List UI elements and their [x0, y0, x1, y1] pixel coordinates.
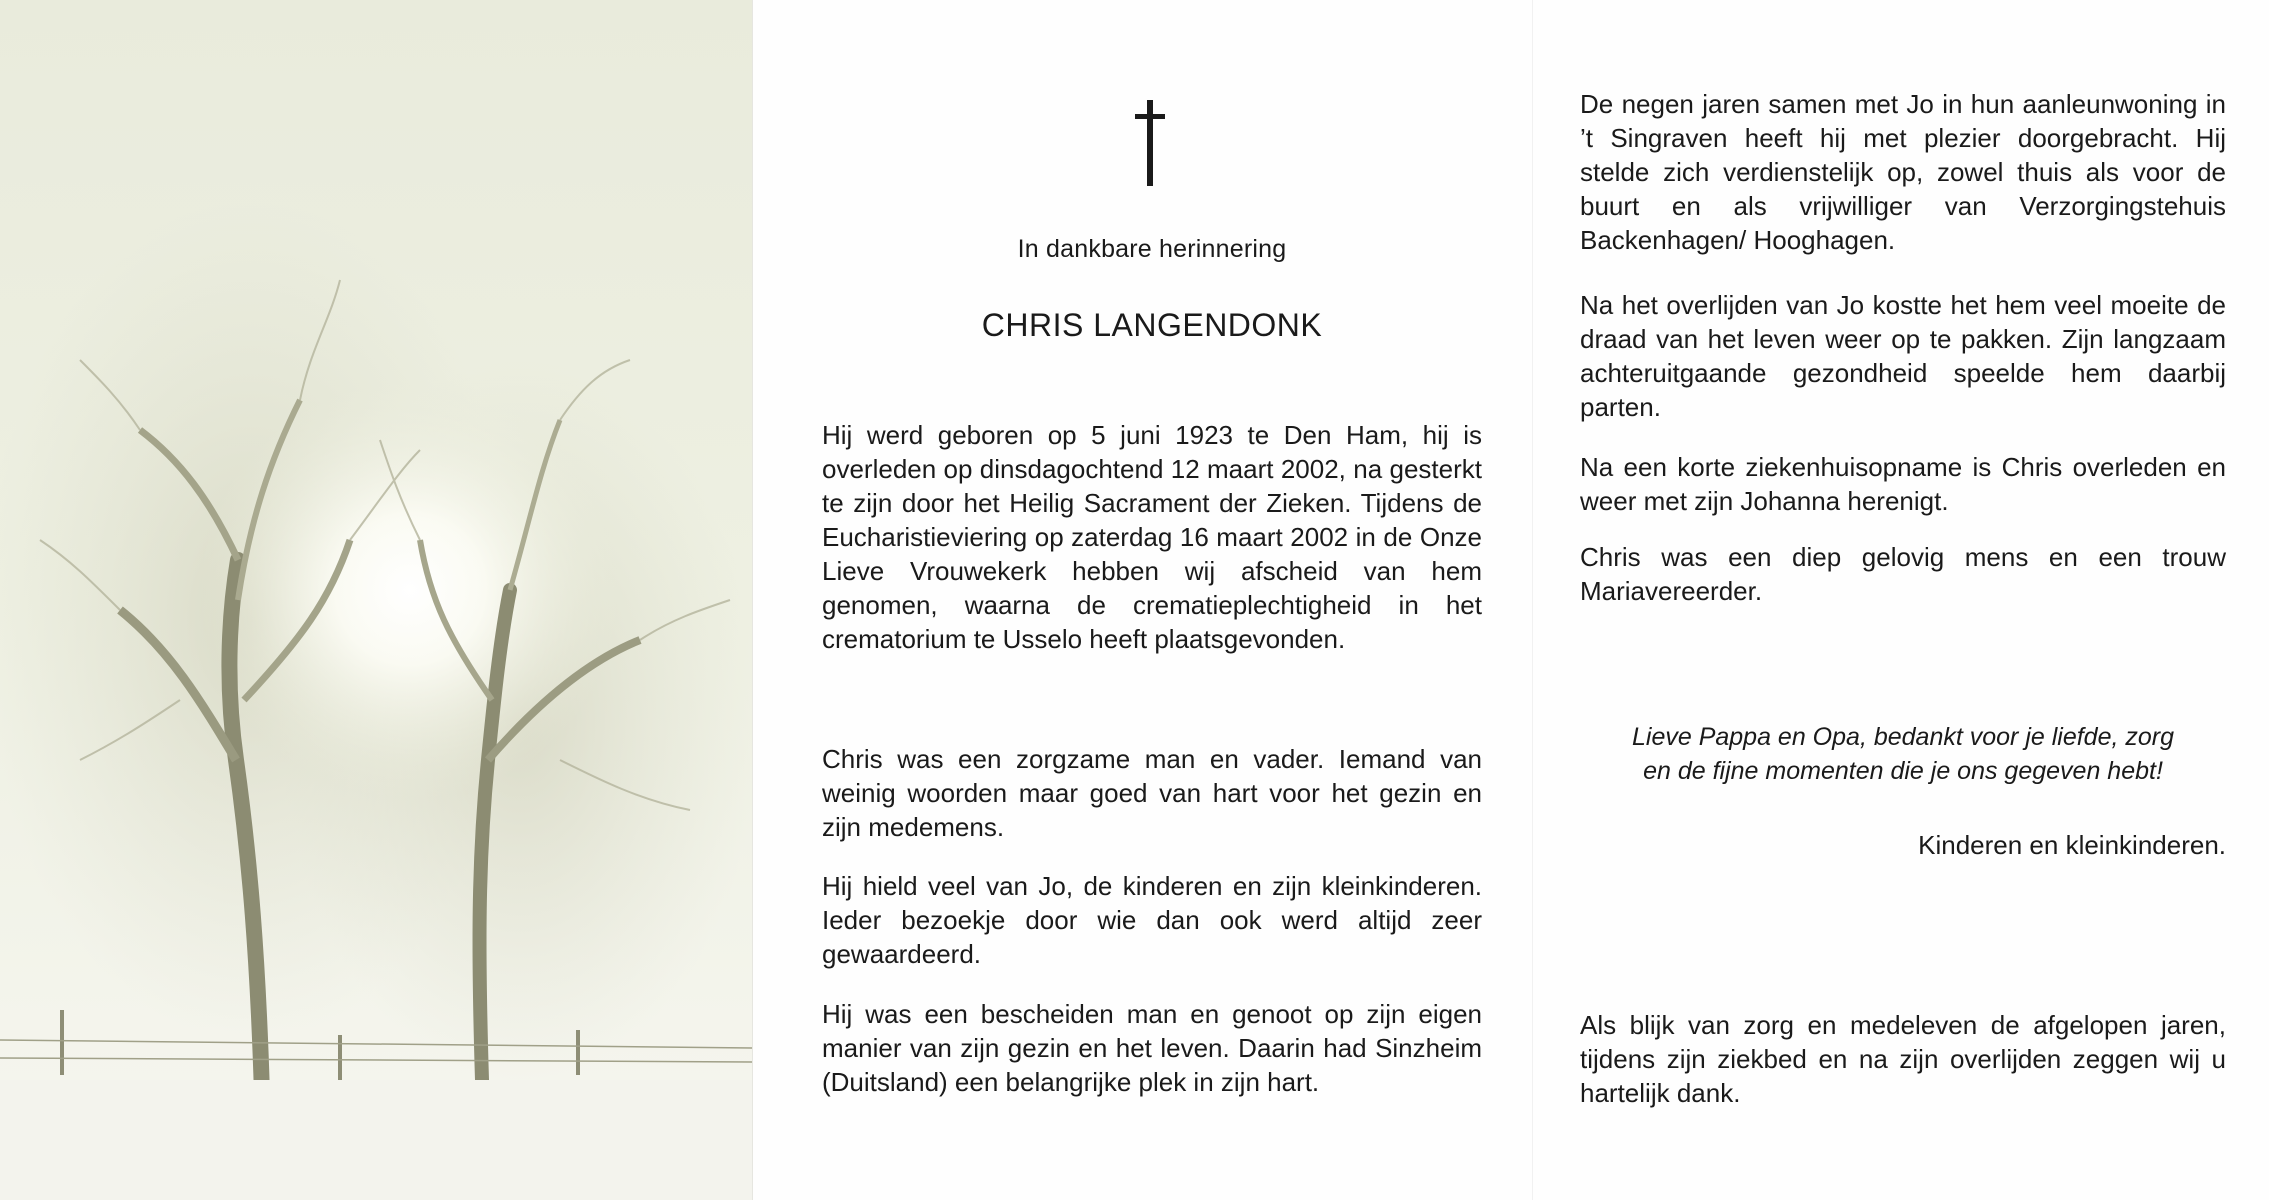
middle-panel	[822, 0, 1482, 1200]
paragraph-modest: Hij was een bescheiden man en genoot op zijn eigen manier van zijn gezin en het leven. Daarin had Sinzheim (Duitsland) een belangrijke plek in zijn hart.	[822, 999, 1482, 1097]
paragraph-after-jo: Na het overlijden van Jo kostte het hem veel moeite de draad van het leven weer op te pakken. Zijn langzaam achteruitgaande gezondheid speelde hem daarbij parten.	[1580, 290, 2226, 422]
paragraph-character: Chris was een zorgzame man en vader. Iemand van weinig woorden maar goed van hart voor het gezin en zijn medemens.	[822, 744, 1482, 842]
paragraph-faith: Chris was een diep gelovig mens en een trouw Mariavereerder.	[1580, 542, 2226, 606]
paragraph-hospital: Na een korte ziekenhuisopname is Chris overleden en weer met zijn Johanna herenigt.	[1580, 452, 2226, 516]
quote-line: Lieve Pappa en Opa, bedankt voor je liefde, zorg	[1631, 723, 2175, 751]
family-quote	[1580, 720, 2226, 788]
right-panel	[1580, 0, 2226, 1200]
paragraph-singraven: De negen jaren samen met Jo in hun aanleunwoning in ’t Singraven heeft hij met plezier doorgebracht. Hij stelde zich verdienstelijk op, zowel thuis als voor de buurt en als vrijwilliger van Verzorgingstehuis Backenhagen/ Hooghagen.	[1580, 89, 2226, 255]
cross-icon	[1130, 98, 1170, 188]
intro-text: In dankbare herinnering	[1017, 235, 1287, 263]
card-fold	[1532, 0, 1533, 1200]
frosted-trees-photo	[0, 0, 753, 1200]
signoff: Kinderen en kleinkinderen.	[1918, 830, 2226, 860]
paragraph-family: Hij hield veel van Jo, de kinderen en zijn kleinkinderen. Ieder bezoekje door wie dan ook werd altijd zeer gewaardeerd.	[822, 871, 1482, 969]
paragraph-birth-death: Hij werd geboren op 5 juni 1923 te Den Ham, hij is overleden op dinsdagochtend 12 maart 2002, na gesterkt te zijn door het Heilig Sacrament der Zieken. Tijdens de Eucharistieviering op zaterdag 16 maart 2002 in de Onze Lieve Vrouwekerk hebben wij afscheid van hem genomen, waarna de crematieplechtigheid in het crematorium te Usselo heeft plaatsgevonden.	[822, 420, 1482, 654]
deceased-name: CHRIS LANGENDONK	[981, 307, 1323, 343]
paragraph-thanks: Als blijk van zorg en medeleven de afgelopen jaren, tijdens zijn ziekbed en na zijn overlijden zeggen wij u hartelijk dank.	[1580, 1010, 2226, 1108]
quote-line: en de fijne momenten die je ons gegeven hebt!	[1643, 757, 2163, 785]
